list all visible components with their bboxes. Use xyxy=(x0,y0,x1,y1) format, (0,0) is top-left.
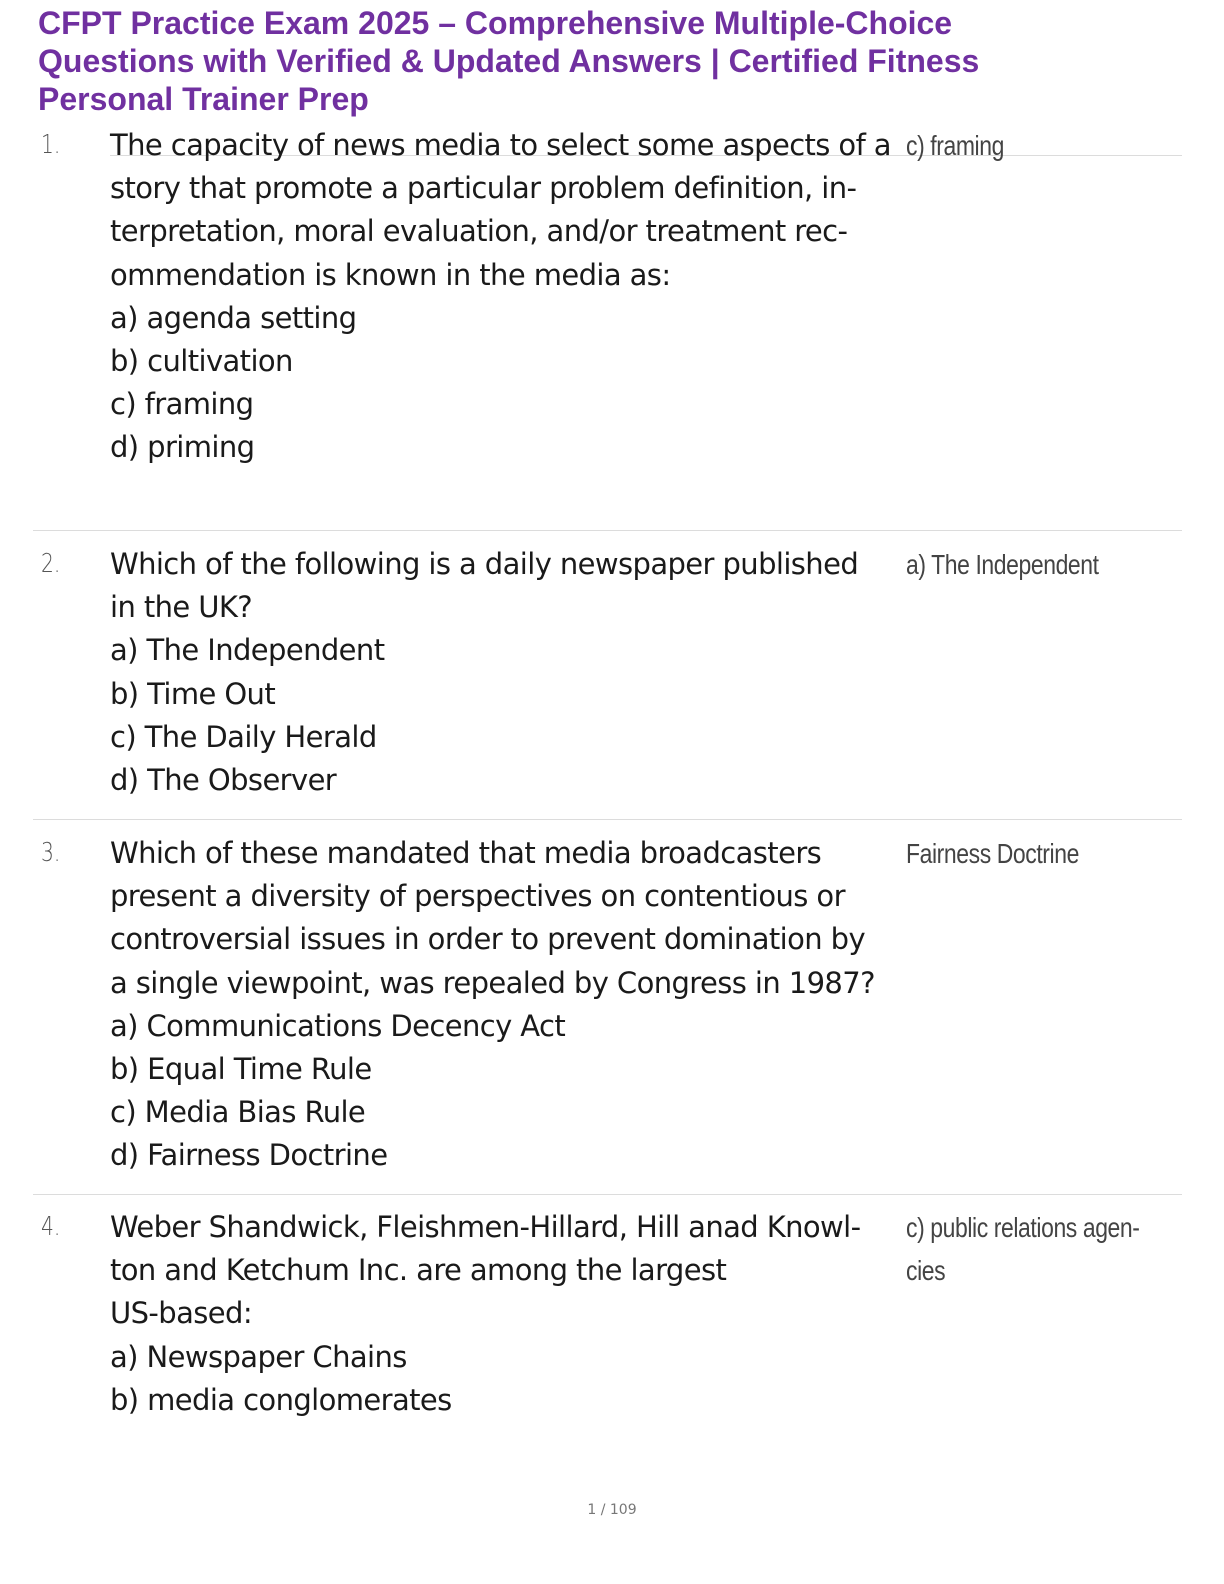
title-line: Questions with Verified & Updated Answers | Certified Fitness xyxy=(38,43,980,79)
question-number: 3. xyxy=(41,838,61,868)
question-divider xyxy=(33,530,1182,531)
title-line: CFPT Practice Exam 2025 – Comprehensive Multiple-Choice xyxy=(38,5,953,41)
question-stem-line: terpretation, moral evaluation, and/or treatment rec- xyxy=(110,214,848,249)
correct-answer-line: cies xyxy=(906,1255,946,1286)
answer-option: b) Time Out xyxy=(110,676,276,711)
correct-answer-line: c) framing xyxy=(906,130,1004,161)
question-number: 2. xyxy=(41,549,61,579)
question-stem-line: in the UK? xyxy=(110,590,253,625)
question-divider xyxy=(33,1194,1182,1195)
answer-option: c) The Daily Herald xyxy=(110,719,377,754)
question-stem-line: ommendation is known in the media as: xyxy=(110,257,671,292)
answer-option: a) agenda setting xyxy=(110,300,357,335)
question-stem-line: US-based: xyxy=(110,1296,253,1331)
answer-option: a) The Independent xyxy=(110,633,385,668)
title-line: Personal Trainer Prep xyxy=(38,81,369,117)
question-body xyxy=(110,543,910,802)
answer-option: b) media conglomerates xyxy=(110,1382,452,1417)
answer-option: d) priming xyxy=(110,430,255,465)
correct-answer-line: c) public relations agen- xyxy=(906,1212,1140,1243)
question-number: 4. xyxy=(41,1212,61,1242)
answer-option: a) Communications Decency Act xyxy=(110,1008,566,1043)
document-title xyxy=(38,4,1188,118)
question-body xyxy=(110,124,910,470)
question-stem-line: The capacity of news media to select some aspects of a xyxy=(110,128,891,162)
question-stem-line: a single viewpoint, was repealed by Congress in 1987? xyxy=(110,965,875,1000)
correct-answer xyxy=(906,124,1182,167)
correct-answer xyxy=(906,1206,1182,1292)
question-body xyxy=(110,832,910,1178)
question-stem-line: Which of these mandated that media broadcasters xyxy=(110,836,822,870)
question-stem-line: controversial issues in order to prevent domination by xyxy=(110,922,866,957)
question-stem-line: ton and Ketchum Inc. are among the largest xyxy=(110,1253,727,1288)
answer-option: a) Newspaper Chains xyxy=(110,1339,407,1374)
question-stem-line: present a diversity of perspectives on contentious or xyxy=(110,879,845,914)
answer-option: c) framing xyxy=(110,387,254,422)
correct-answer xyxy=(906,543,1182,586)
question-stem-line: story that promote a particular problem definition, in- xyxy=(110,171,857,206)
question-stem-line: Weber Shandwick, Fleishmen-Hillard, Hill anad Knowl- xyxy=(110,1210,861,1244)
page-number: 1 / 109 xyxy=(587,1502,637,1518)
question-divider xyxy=(33,819,1182,820)
answer-option: d) Fairness Doctrine xyxy=(110,1138,388,1173)
question-number: 1. xyxy=(41,130,61,160)
correct-answer-line: Fairness Doctrine xyxy=(906,838,1079,869)
question-body xyxy=(110,1206,910,1422)
correct-answer-line: a) The Independent xyxy=(906,549,1099,580)
answer-option: b) cultivation xyxy=(110,344,293,379)
correct-answer xyxy=(906,832,1182,875)
answer-option: b) Equal Time Rule xyxy=(110,1052,372,1087)
answer-option: d) The Observer xyxy=(110,763,337,798)
question-stem-line: Which of the following is a daily newspaper published xyxy=(110,547,859,581)
answer-option: c) Media Bias Rule xyxy=(110,1095,366,1130)
